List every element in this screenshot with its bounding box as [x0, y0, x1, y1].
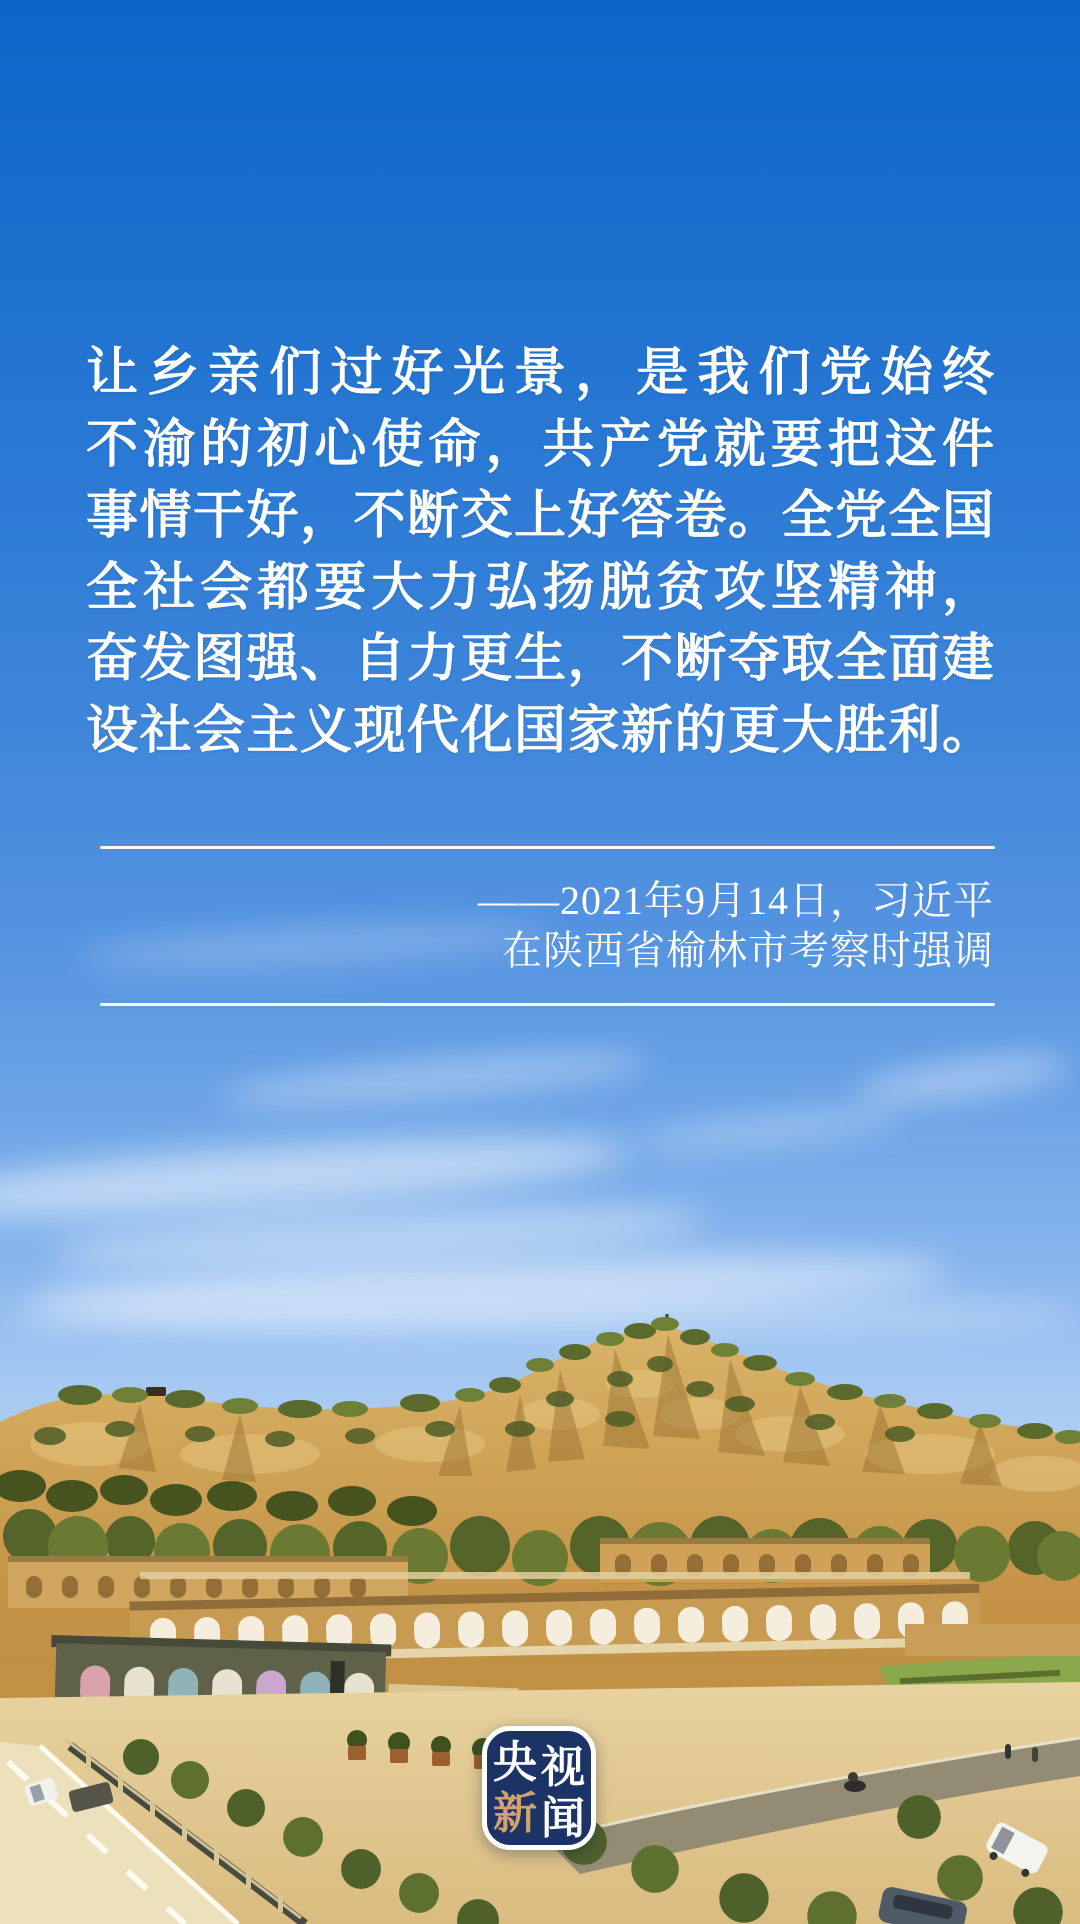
attribution-date-speaker: ——2021年9月14日，习近平	[478, 878, 994, 923]
attribution	[86, 876, 994, 976]
divider-bottom	[100, 1003, 995, 1006]
quote-line-5: 奋发图强、自力更生，不断夺取全面建	[86, 630, 994, 688]
logo-char-yang: 央	[493, 1737, 537, 1787]
cctv-news-logo	[482, 1726, 596, 1850]
quote-line-4: 全社会都要大力弘扬脱贫攻坚精神，	[86, 558, 994, 617]
quote-line-6: 设社会主义现代化国家新的更大胜利。	[86, 701, 994, 760]
quote-block	[86, 338, 994, 767]
divider-top	[100, 846, 995, 849]
logo-char-xin: 新	[493, 1788, 537, 1838]
quote-line-2: 不渝的初心使命，共产党就要把这件	[86, 415, 994, 474]
quote-line-1: 让乡亲们过好光景，是我们党始终	[86, 344, 994, 402]
quote-line-3: 事情干好，不断交上好答卷。全党全国	[86, 487, 994, 545]
attribution-occasion: 在陕西省榆林市考察时强调	[502, 928, 994, 973]
logo-char-wen: 闻	[541, 1793, 585, 1843]
logo-char-shi: 视	[541, 1742, 585, 1792]
